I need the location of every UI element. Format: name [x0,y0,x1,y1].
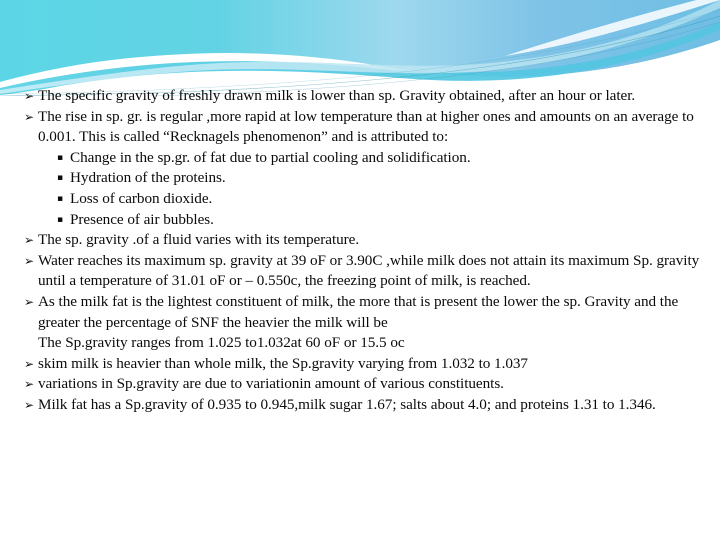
paragraph-text: Change in the sp.gr. of fat due to partial cooling and solidification. [70,148,471,166]
paragraph-text: Presence of air bubbles. [70,210,214,228]
arrow-bullet-icon: ➢ [24,253,35,268]
paragraph-text: The Sp.gravity ranges from 1.025 to1.032at 60 oF or 15.5 oc [38,334,405,352]
arrow-bullet-icon: ➢ [24,356,35,371]
arrow-bullet-icon: ➢ [24,294,35,309]
square-bullet-icon: ▪ [57,214,64,225]
sub-bullet-paragraph [24,148,700,169]
bullet-paragraph [24,374,700,395]
bullet-paragraph [24,107,700,148]
paragraph-text: The rise in sp. gr. is regular ,more rapid at low temperature than at higher ones and amounts on an average to 0.001. This is called “Recknagels phenomenon” and is attributed to: [38,107,694,146]
arrow-bullet-icon: ➢ [24,377,35,392]
arrow-bullet-icon: ➢ [24,109,35,124]
slide-body-text [24,86,700,416]
sub-bullet-paragraph [24,210,700,231]
square-bullet-icon: ▪ [57,173,64,184]
paragraph-text: Loss of carbon dioxide. [70,189,213,207]
paragraph-text: Milk fat has a Sp.gravity of 0.935 to 0.945,milk sugar 1.67; salts about 4.0; and proteins 1.31 to 1.346. [38,395,656,413]
decorative-wave-banner [0,0,720,96]
paragraph-text: The sp. gravity .of a fluid varies with its temperature. [38,231,360,249]
paragraph-text: The specific gravity of freshly drawn milk is lower than sp. Gravity obtained, after an hour or later. [38,87,636,104]
paragraph-text: Water reaches its maximum sp. gravity at 39 oF or 3.90C ,while milk does not attain its maximum Sp. gravity until a temperature of 31.01 oF or – 0.550c, the freezing point of milk, is reached. [38,251,700,290]
sub-bullet-paragraph [24,189,700,210]
wave-graphic [0,0,720,96]
bullet-paragraph [24,86,700,107]
bullet-paragraph [24,251,700,292]
bullet-paragraph [24,354,700,375]
arrow-bullet-icon: ➢ [24,89,35,103]
bullet-paragraph [24,395,700,416]
arrow-bullet-icon: ➢ [24,397,35,412]
paragraph-text: skim milk is heavier than whole milk, the Sp.gravity varying from 1.032 to 1.037 [38,354,528,372]
plain-paragraph [24,333,700,354]
paragraph-text: As the milk fat is the lightest constituent of milk, the more that is present the lower the sp. Gravity and the greater the percentage of SNF the heavier the milk will be [38,292,679,331]
square-bullet-icon: ▪ [57,152,64,163]
bullet-paragraph [24,292,700,333]
sub-bullet-paragraph [24,168,700,189]
square-bullet-icon: ▪ [57,193,64,204]
bullet-paragraph [24,230,700,251]
paragraph-text: Hydration of the proteins. [70,169,226,187]
arrow-bullet-icon: ➢ [24,233,35,248]
paragraph-text: variations in Sp.gravity are due to variationin amount of various constituents. [38,375,504,393]
